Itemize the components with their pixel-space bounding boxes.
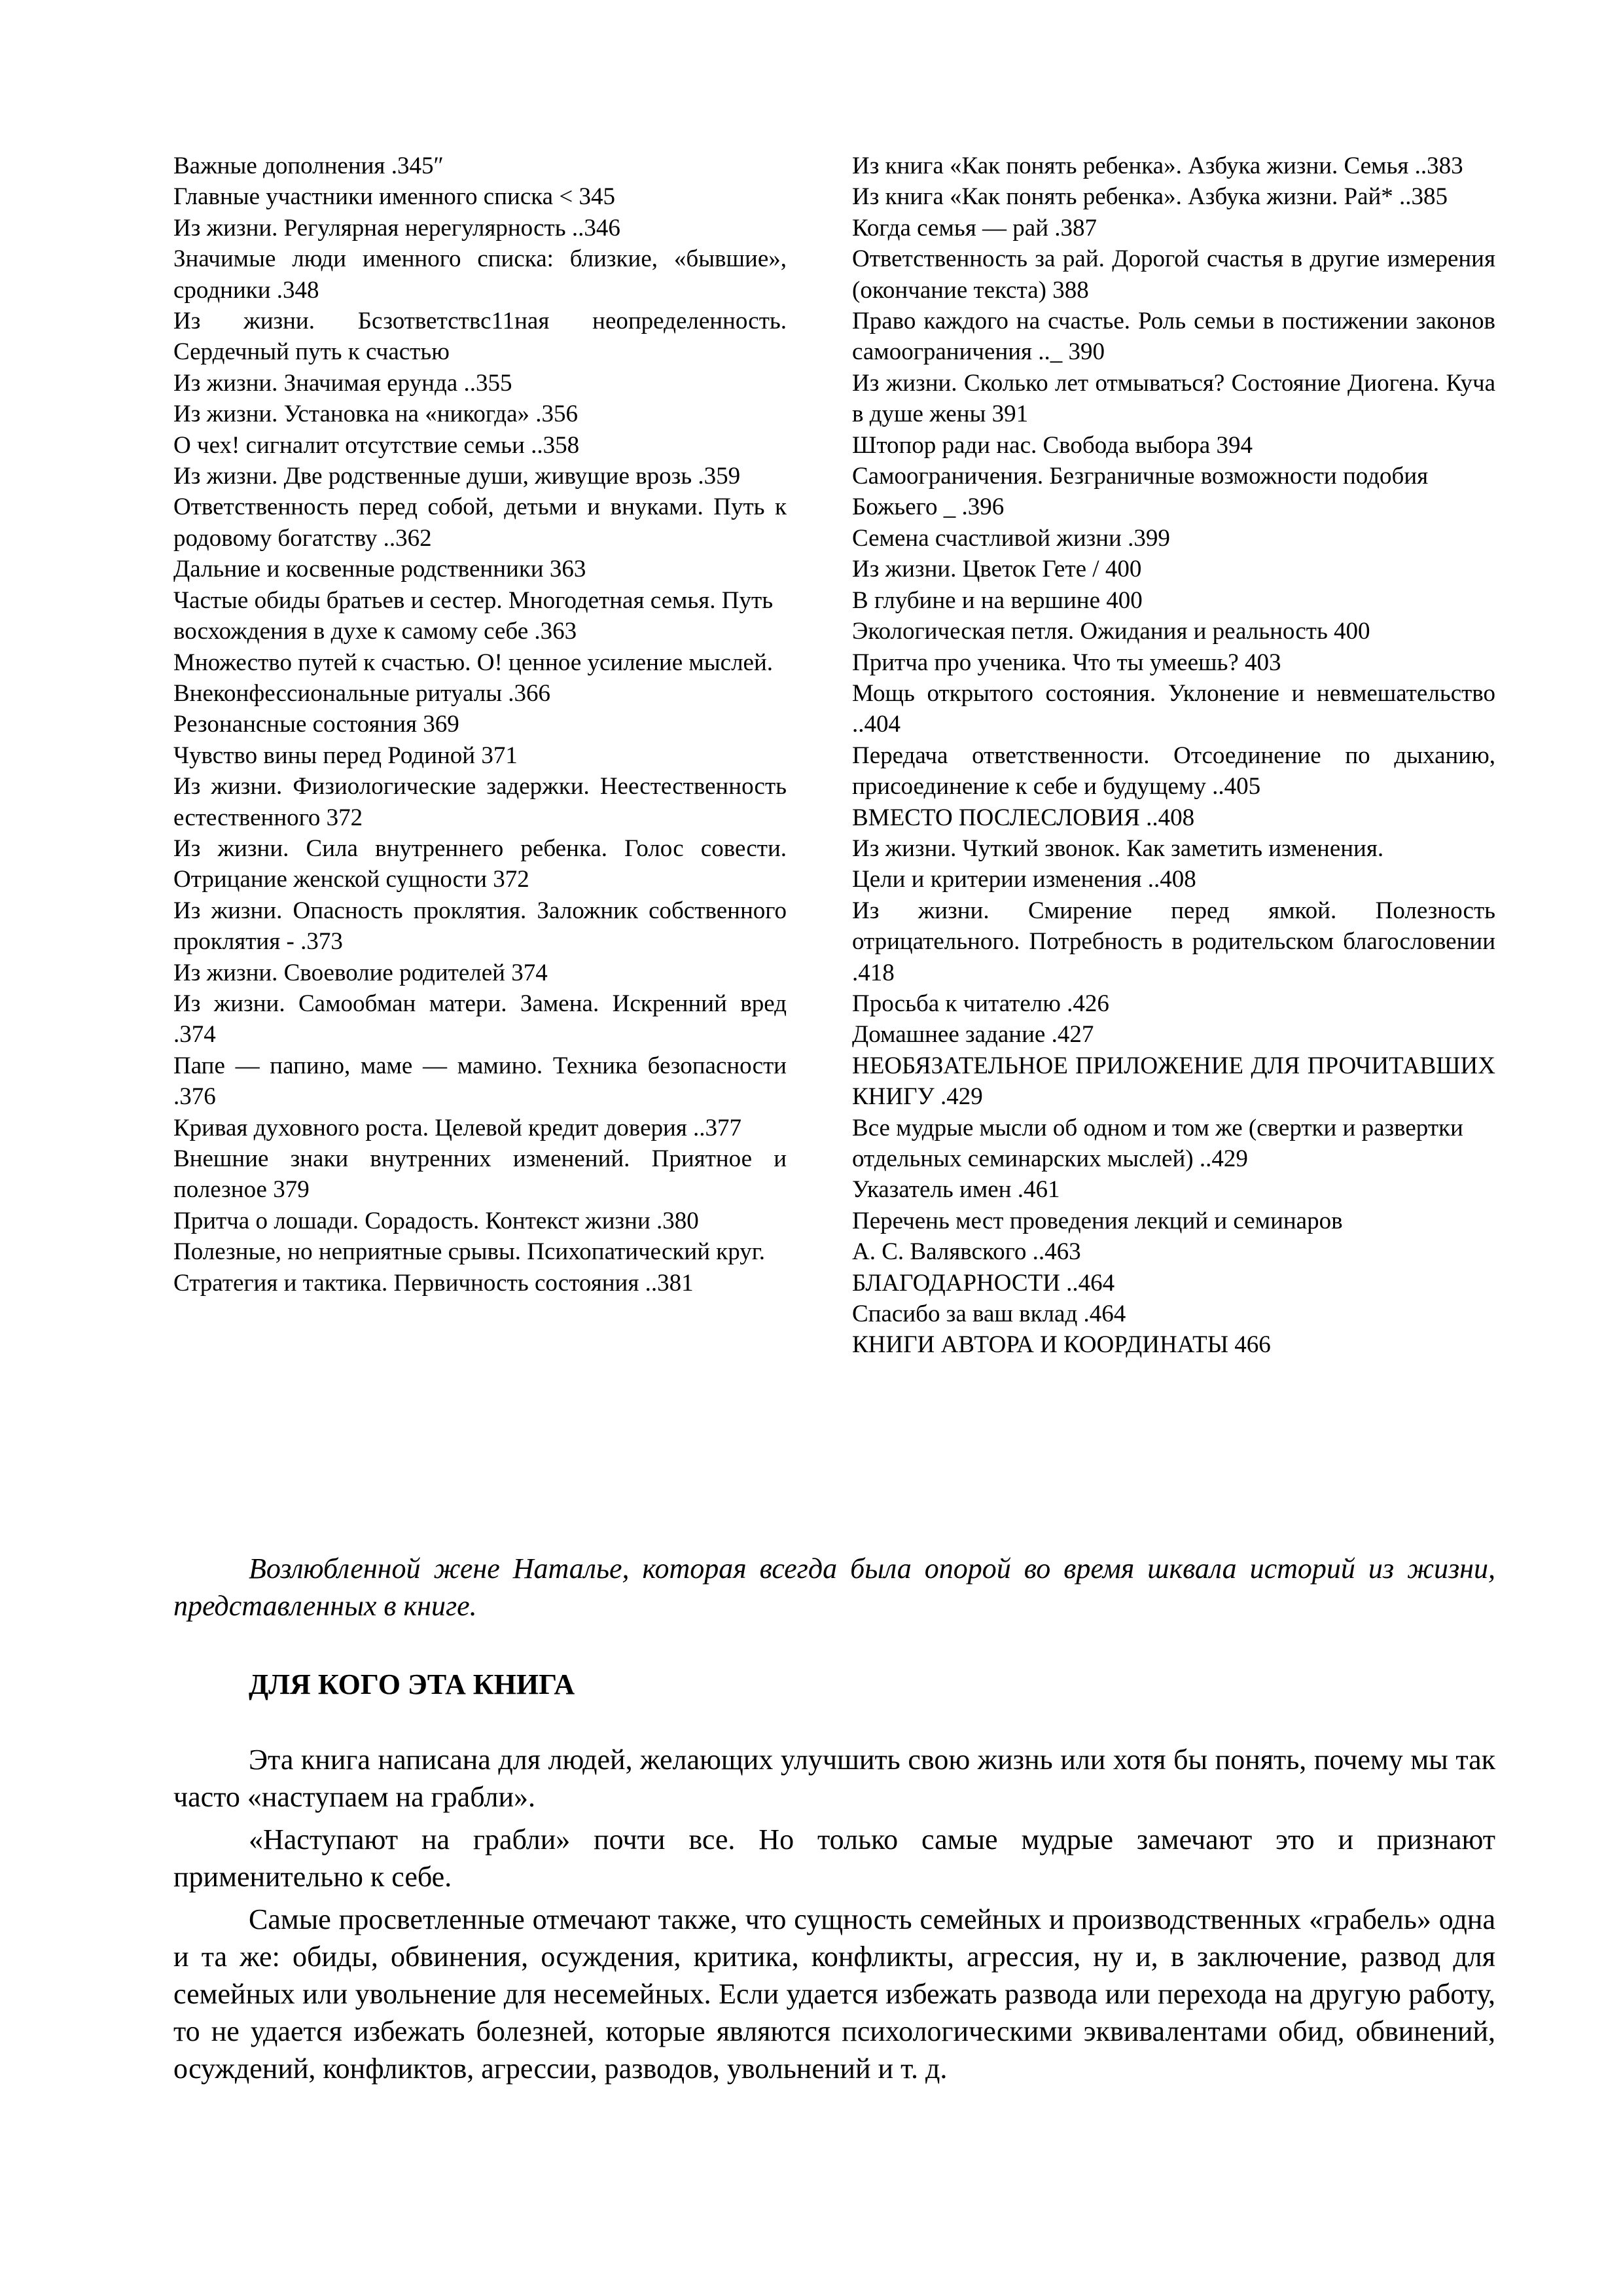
toc-item[interactable]: Из жизни. Значимая ерунда ..355 — [173, 369, 512, 397]
body-text — [173, 1741, 1495, 2092]
toc-item[interactable]: Когда семья — рай .387 — [852, 214, 1097, 242]
toc-item[interactable]: А. С. Валявского ..463 — [852, 1238, 1081, 1266]
paragraph: Эта книга написана для людей, желающих улучшить свою жизнь или хотя бы понять, почему мы так часто «наступаем на грабли». — [173, 1744, 1495, 1813]
toc-item[interactable]: Множество путей к счастью. О! ценное усиление мыслей. — [173, 649, 774, 676]
toc-item[interactable]: Право каждого на счастье. Роль семьи в постижении законов самоограничения .._ 390 — [852, 308, 1495, 366]
toc-item[interactable]: Из жизни. Самообман матери. Замена. Искренний вред .374 — [173, 990, 787, 1049]
toc-item[interactable]: Из жизни. Цветок Гете / 400 — [852, 556, 1142, 583]
toc-item[interactable]: О чех! сигналит отсутствие семьи ..358 — [173, 431, 580, 459]
toc-item[interactable]: Просьба к читателю .426 — [852, 990, 1109, 1017]
toc-item[interactable]: Важные дополнения .345″ — [173, 152, 444, 179]
dedication: Возлюбленной жене Наталье, которая всегда была опорой во время шквала историй из жизни, представленных в книге. — [173, 1552, 1495, 1622]
toc-item[interactable]: Все мудрые мысли об одном и том же (свертки и развертки — [852, 1114, 1463, 1141]
toc-item[interactable]: Из жизни. Физиологические задержки. Неестественность естественного 372 — [173, 773, 787, 831]
toc-item[interactable]: Резонансные состояния 369 — [173, 711, 459, 738]
toc-item[interactable]: Из жизни. Своеволие родителей 374 — [173, 959, 548, 986]
toc-item[interactable]: Внеконфессиональные ритуалы .366 — [173, 679, 551, 707]
toc-item[interactable]: Экологическая петля. Ожидания и реальность 400 — [852, 618, 1370, 645]
toc-item[interactable]: КНИГИ АВТОРА И КООРДИНАТЫ 466 — [852, 1331, 1271, 1359]
paragraph: «Наступают на грабли» почти все. Но только самые мудрые замечают это и признают применительно к себе. — [173, 1823, 1495, 1893]
toc-left-column — [173, 151, 787, 1299]
toc-item[interactable]: Чувство вины перед Родиной 371 — [173, 742, 518, 769]
toc-item[interactable]: Из книга «Как понять ребенка». Азбука жизни. Семья ..383 — [852, 152, 1463, 179]
toc-item[interactable]: Дальние и косвенные родственники 363 — [173, 556, 586, 583]
toc-item[interactable]: Спасибо за ваш вклад .464 — [852, 1300, 1126, 1328]
toc-item[interactable]: Стратегия и тактика. Первичность состояния ..381 — [173, 1269, 694, 1297]
toc-item[interactable]: Из жизни. Бсзответствс11ная неопределенность. Сердечный путь к счастью — [173, 308, 787, 366]
toc-item[interactable]: Семена счастливой жизни .399 — [852, 524, 1170, 552]
toc-item[interactable]: Штопор ради нас. Свобода выбора 394 — [852, 431, 1253, 459]
toc-item[interactable]: Ответственность за рай. Дорогой счастья в другие измерения (окончание текста) 388 — [852, 245, 1495, 304]
toc-item[interactable]: восхождения в духе к самому себе .363 — [173, 618, 577, 645]
toc-item[interactable]: Из жизни. Чуткий звонок. Как заметить изменения. — [852, 834, 1384, 862]
toc-item[interactable]: Из жизни. Сила внутреннего ребенка. Голос совести. Отрицание женской сущности 372 — [173, 834, 787, 893]
toc-item[interactable]: Из жизни. Установка на «никогда» .356 — [173, 401, 578, 428]
toc-item[interactable]: Папе — папино, маме — мамино. Техника безопасности .376 — [173, 1052, 787, 1111]
toc-item[interactable]: Из жизни. Две родственные души, живущие врозь .359 — [173, 463, 741, 490]
toc-item[interactable]: Мощь открытого состояния. Уклонение и невмешательство ..404 — [852, 679, 1495, 738]
toc-item[interactable]: Ответственность перед собой, детьми и внуками. Путь к родовому богатству ..362 — [173, 493, 787, 552]
toc-item[interactable]: Указатель имен .461 — [852, 1176, 1060, 1204]
toc-item[interactable]: Частые обиды братьев и сестер. Многодетная семья. Путь — [173, 586, 774, 614]
section-title: ДЛЯ КОГО ЭТА КНИГА — [249, 1668, 575, 1700]
toc-item[interactable]: Перечень мест проведения лекций и семинаров — [852, 1207, 1343, 1234]
toc-item[interactable]: Притча о лошади. Сорадость. Контекст жизни .380 — [173, 1207, 699, 1234]
toc-item[interactable]: НЕОБЯЗАТЕЛЬНОЕ ПРИЛОЖЕНИЕ ДЛЯ ПРОЧИТАВШИХ КНИГУ .429 — [852, 1052, 1495, 1111]
toc-item[interactable]: Притча про ученика. Что ты умеешь? 403 — [852, 649, 1281, 676]
toc-item[interactable]: Кривая духовного роста. Целевой кредит доверия ..377 — [173, 1114, 742, 1141]
toc-item[interactable]: Внешние знаки внутренних изменений. Приятное и полезное 379 — [173, 1145, 787, 1204]
toc-item[interactable]: Из жизни. Смирение перед ямкой. Полезность отрицательного. Потребность в родительском благословении .418 — [852, 897, 1495, 986]
toc-item[interactable]: Самоограничения. Безграничные возможности подобия — [852, 463, 1429, 490]
toc-item[interactable]: Главные участники именного списка < 345 — [173, 183, 615, 211]
toc-item[interactable]: Из жизни. Сколько лет отмываться? Состояние Диогена. Куча в душе жены 391 — [852, 369, 1495, 428]
toc-item[interactable]: В глубине и на вершине 400 — [852, 586, 1143, 614]
toc-item[interactable]: Божьего _ .396 — [852, 493, 1005, 521]
toc-item[interactable]: отдельных семинарских мыслей) ..429 — [852, 1145, 1248, 1172]
toc-right-column — [852, 151, 1495, 1361]
toc-item[interactable]: БЛАГОДАРНОСТИ ..464 — [852, 1269, 1115, 1297]
toc-item[interactable]: Передача ответственности. Отсоединение по дыханию, присоединение к себе и будущему ..405 — [852, 742, 1495, 800]
toc-item[interactable]: ВМЕСТО ПОСЛЕСЛОВИЯ ..408 — [852, 804, 1195, 831]
toc-item[interactable]: Домашнее задание .427 — [852, 1021, 1094, 1049]
toc-item[interactable]: Цели и критерии изменения ..408 — [852, 866, 1196, 893]
toc-item[interactable]: Полезные, но неприятные срывы. Психопатический круг. — [173, 1238, 765, 1266]
toc-item[interactable]: Из жизни. Регулярная нерегулярность ..346 — [173, 214, 620, 242]
toc-item[interactable]: Значимые люди именного списка: близкие, «бывшие», сродники .348 — [173, 245, 787, 304]
toc-item[interactable]: Из жизни. Опасность проклятия. Заложник собственного проклятия - .373 — [173, 897, 787, 956]
toc-item[interactable]: Из книга «Как понять ребенка». Азбука жизни. Рай* ..385 — [852, 183, 1448, 211]
paragraph: Самые просветленные отмечают также, что сущность семейных и производственных «грабель» одна и та же: обиды, обвинения, осуждения, критика, конфликты, агрессия, ну и, в заключение, развод для семейных или увольнение для несемейных. Если удается избежать развода или перехода на другую работу, то не удается избежать болезней, которые являются психологическими эквивалентами обид, обвинений, осуждений, конфликтов, агрессии, разводов, увольнений и т. д. — [173, 1903, 1495, 2085]
